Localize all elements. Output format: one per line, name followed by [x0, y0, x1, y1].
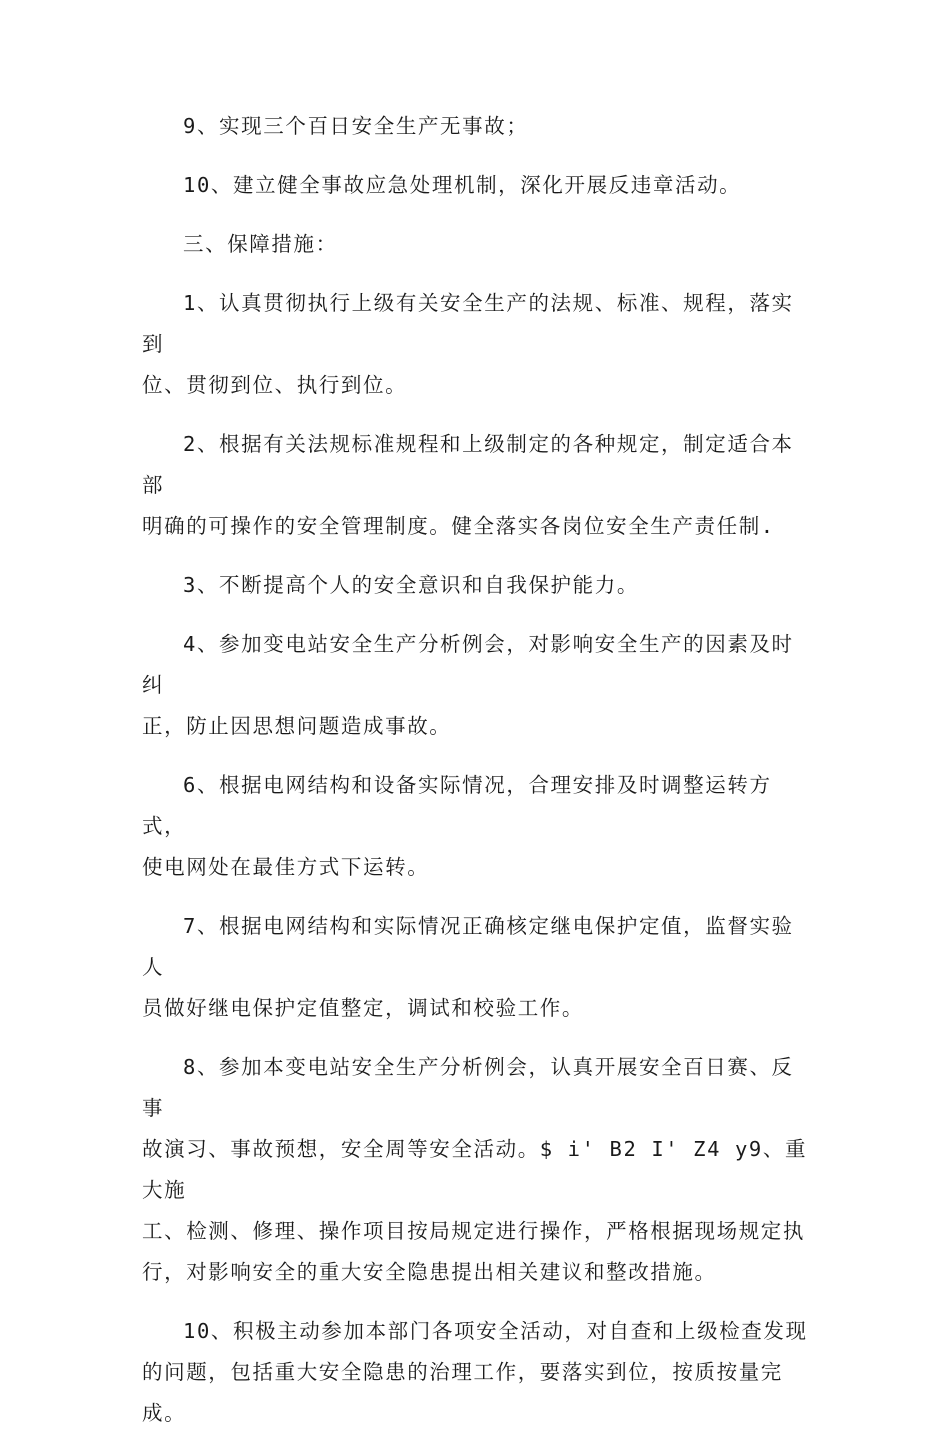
paragraph-line: 4、参加变电站安全生产分析例会，对影响安全生产的因素及时纠	[142, 632, 794, 697]
section-heading	[142, 224, 808, 265]
paragraph	[142, 1047, 808, 1293]
paragraph-line: 位、贯彻到位、执行到位。	[142, 373, 408, 397]
paragraph-line: 1、认真贯彻执行上级有关安全生产的法规、标准、规程，落实到	[142, 291, 794, 356]
paragraph-line: 8、参加本变电站安全生产分析例会，认真开展安全百日赛、反事	[142, 1055, 794, 1120]
paragraph-line: 故演习、事故预想，安全周等安全活动。$ i' B2 I' Z4 y9、重大施	[142, 1137, 808, 1202]
paragraph-line: 明确的可操作的安全管理制度。健全落实各岗位安全生产责任制.	[142, 514, 775, 538]
paragraph-line: 2、根据有关法规标准规程和上级制定的各种规定，制定适合本部	[142, 432, 794, 497]
paragraph	[142, 106, 808, 147]
paragraph-line: 7、根据电网结构和实际情况正确核定继电保护定值，监督实验人	[142, 914, 794, 979]
paragraph	[142, 424, 808, 547]
paragraph	[142, 1311, 808, 1434]
paragraph-line: 3、不断提高个人的安全意识和自我保护能力。	[183, 573, 639, 597]
paragraph-line: 6、根据电网结构和设备实际情况，合理安排及时调整运转方式，	[142, 773, 772, 838]
paragraph-line: 成。	[142, 1401, 187, 1425]
paragraph	[142, 283, 808, 406]
paragraph-line: 使电网处在最佳方式下运转。	[142, 855, 430, 879]
paragraph-line: 10、积极主动参加本部门各项安全活动，对自查和上级检查发现	[183, 1319, 808, 1343]
paragraph-line: 9、实现三个百日安全生产无事故；	[183, 114, 529, 138]
paragraph-line: 员做好继电保护定值整定，调试和校验工作。	[142, 996, 584, 1020]
document-body	[142, 106, 808, 1452]
paragraph	[142, 906, 808, 1029]
paragraph	[142, 165, 808, 206]
paragraph-line: 行，对影响安全的重大安全隐患提出相关建议和整改措施。	[142, 1260, 717, 1284]
paragraph-line: 工、检测、修理、操作项目按局规定进行操作，严格根据现场规定执	[142, 1219, 805, 1243]
paragraph	[142, 565, 808, 606]
paragraph-line: 的问题，包括重大安全隐患的治理工作，要落实到位，按质按量完	[142, 1360, 783, 1384]
paragraph-line: 三、保障措施：	[183, 232, 338, 256]
paragraph	[142, 624, 808, 747]
paragraph-line: 10、建立健全事故应急处理机制，深化开展反违章活动。	[183, 173, 742, 197]
paragraph-line: 正，防止因思想问题造成事故。	[142, 714, 452, 738]
paragraph	[142, 765, 808, 888]
